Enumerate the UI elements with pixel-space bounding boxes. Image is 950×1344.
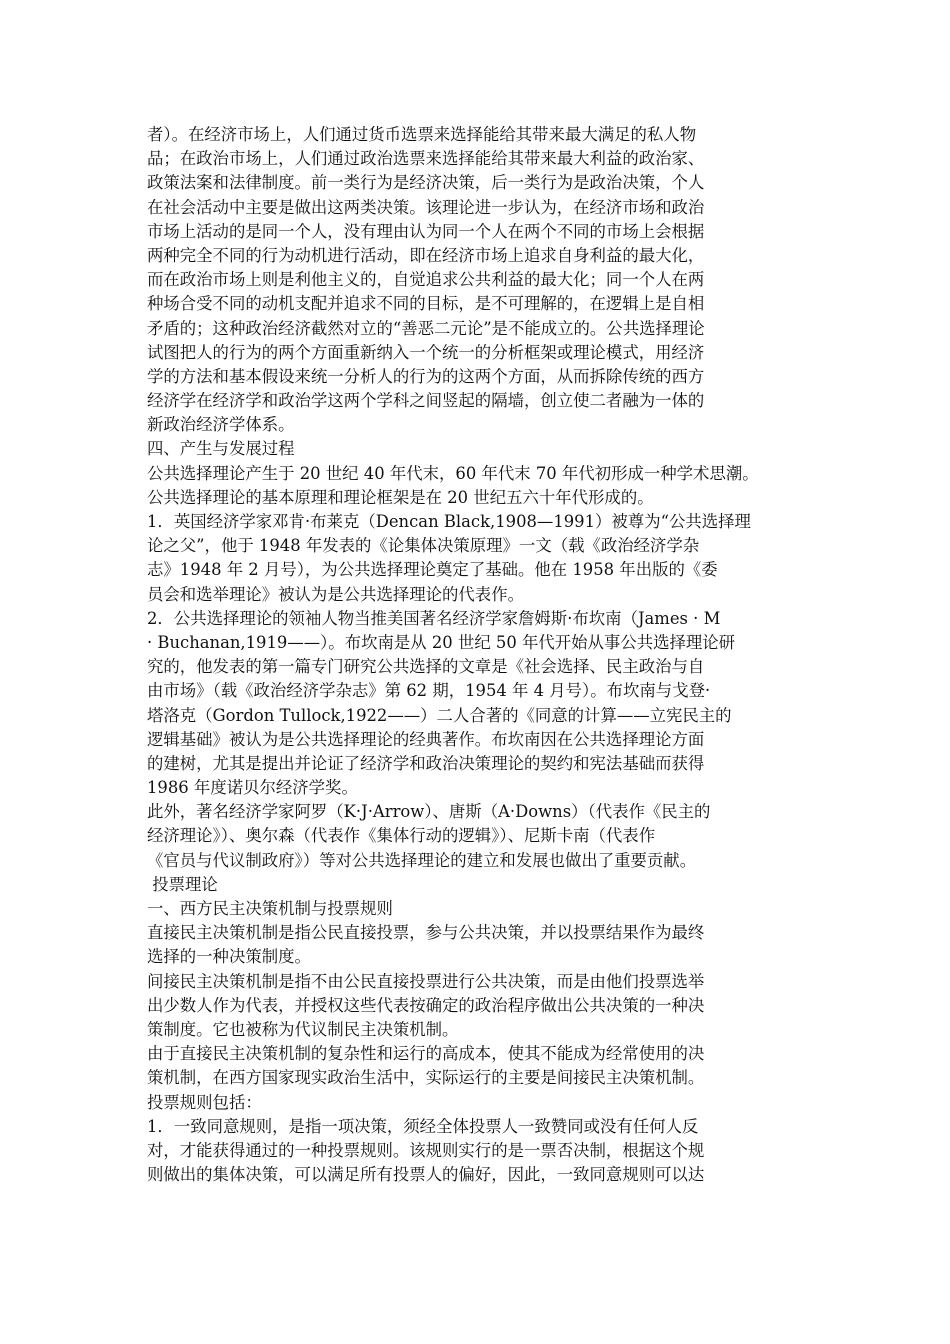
text-line: 间接民主决策机制是指不由公民直接投票进行公共决策，而是由他们投票选举	[147, 971, 705, 991]
text-line: 市场上活动的是同一个人，没有理由认为同一个人在两个不同的市场上会根据	[147, 221, 705, 241]
text-line: 由市场》（载《政治经济学杂志》第 62 期，1954 年 4 月号）。布坎南与戈登·	[147, 681, 711, 701]
text-line: 两种完全不同的行为动机进行活动，即在经济市场上追求自身利益的最大化，	[147, 245, 705, 265]
text-line: 志》1948 年 2 月号），为公共选择理论奠定了基础。他在 1958 年出版的《委	[147, 560, 718, 580]
text-line: 而在政治市场上则是利他主义的，自觉追求公共利益的最大化；同一个人在两	[147, 270, 705, 290]
text-line: 策机制，在西方国家现实政治生活中，实际运行的主要是间接民主决策机制。	[147, 1068, 705, 1088]
text-line: 一、西方民主决策机制与投票规则	[147, 899, 393, 918]
text-line: 1．一致同意规则，是指一项决策，须经全体投票人一致赞同或没有任何人反	[147, 1116, 699, 1136]
text-line: 经济学在经济学和政治学这两个学科之间竖起的隔墙，创立使二者融为一体的	[147, 391, 705, 411]
text-line: 策制度。它也被称为代议制民主决策机制。	[147, 1019, 459, 1039]
text-line: 新政治经济学体系。	[147, 415, 295, 435]
text-line: 此外，著名经济学家阿罗（K·J·Arrow）、唐斯（A·Downs）（代表作《民主的	[147, 802, 711, 822]
text-line: 对，才能获得通过的一种投票规则。该规则实行的是一票否决制，根据这个规	[147, 1140, 705, 1160]
text-line: 经济理论》）、奥尔森（代表作《集体行动的逻辑》）、尼斯卡南（代表作	[147, 826, 656, 846]
text-line: 投票理论	[147, 874, 218, 894]
text-line: 则做出的集体决策，可以满足所有投票人的偏好，因此，一致同意规则可以达	[147, 1165, 705, 1185]
text-line: 试图把人的行为的两个方面重新纳入一个统一的分析框架或理论模式，用经济	[147, 342, 705, 362]
text-line: 政策法案和法律制度。前一类行为是经济决策，后一类行为是政治决策，个人	[147, 173, 705, 193]
text-line: 在社会活动中主要是做出这两类决策。该理论进一步认为，在经济市场和政治	[147, 197, 705, 217]
text-line: 品；在政治市场上，人们通过政治选票来选择能给其带来最大利益的政治家、	[147, 149, 705, 169]
text-line: 投票规则包括：	[147, 1092, 262, 1112]
text-line: 学的方法和基本假设来统一分析人的行为的这两个方面，从而拆除传统的西方	[147, 366, 705, 386]
text-line: 选择的一种决策制度。	[147, 947, 311, 967]
text-line: 《官员与代议制政府》）等对公共选择理论的建立和发展也做出了重要贡献。	[147, 850, 697, 870]
text-line: 四、产生与发展过程	[147, 439, 295, 459]
text-line: 者）。在经济市场上，人们通过货币选票来选择能给其带来最大满足的私人物	[147, 125, 697, 144]
text-line: 1986 年度诺贝尔经济学奖。	[147, 778, 358, 798]
text-line: 由于直接民主决策机制的复杂性和运行的高成本，使其不能成为经常使用的决	[147, 1044, 705, 1064]
text-line: 1．英国经济学家邓肯·布莱克（Dencan Black,1908—1991）被尊为“公共选择理	[147, 512, 751, 531]
text-line: 公共选择理论的基本原理和理论框架是在 20 世纪五六十年代形成的。	[147, 487, 654, 507]
text-line: · Buchanan,1919——）。布坎南是从 20 世纪 50 年代开始从事公共选择理论研	[147, 632, 736, 652]
text-line: 公共选择理论产生于 20 世纪 40 年代末，60 年代末 70 年代初形成一种学术思潮。	[147, 463, 759, 483]
text-line: 2．公共选择理论的领袖人物当推美国著名经济学家詹姆斯·布坎南（James · M	[147, 608, 721, 628]
text-line: 论之父”，他于 1948 年发表的《论集体决策原理》一文（载《政治经济学杂	[147, 536, 700, 556]
text-line: 矛盾的；这种政治经济截然对立的“善恶二元论”是不能成立的。公共选择理论	[147, 318, 705, 338]
text-line: 逻辑基础》被认为是公共选择理论的经典著作。布坎南因在公共选择理论方面	[147, 729, 705, 749]
text-line: 塔洛克（Gordon Tullock,1922——）二人合著的《同意的计算——立宪民主的	[147, 705, 732, 725]
text-line: 出少数人作为代表，并授权这些代表按确定的政治程序做出公共决策的一种决	[147, 995, 705, 1015]
text-line: 种场合受不同的动机支配并追求不同的目标，是不可理解的，在逻辑上是自相	[147, 294, 705, 314]
text-line: 究的，他发表的第一篇专门研究公共选择的文章是《社会选择、民主政治与自	[147, 657, 705, 677]
text-line: 直接民主决策机制是指公民直接投票，参与公共决策，并以投票结果作为最终	[147, 923, 705, 943]
text-line: 员会和选举理论》被认为是公共选择理论的代表作。	[147, 584, 524, 604]
text-line: 的建树，尤其是提出并论证了经济学和政治决策理论的契约和宪法基础而获得	[147, 753, 705, 773]
document-page	[147, 123, 837, 1187]
